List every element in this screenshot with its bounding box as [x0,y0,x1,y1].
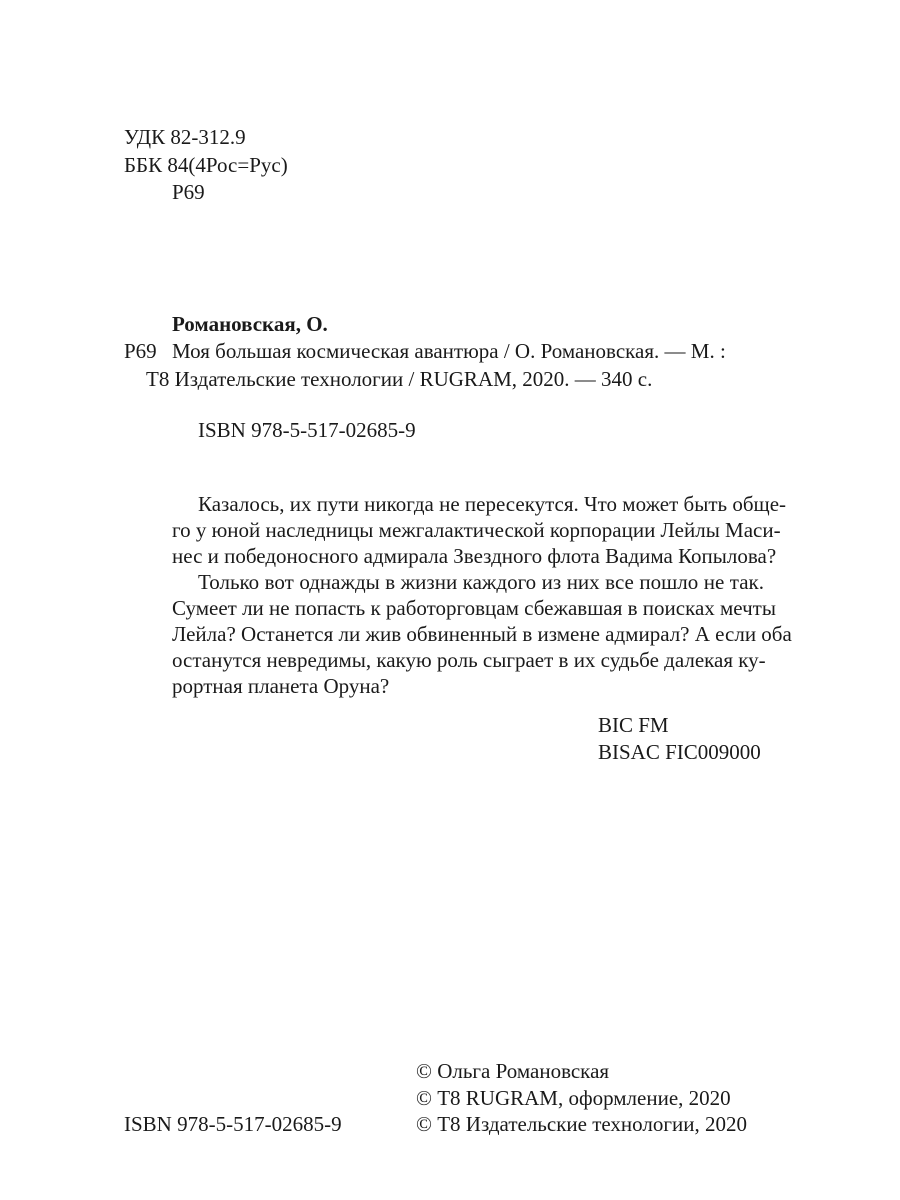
bic-code: BIC FM [598,713,669,737]
catalog-title-line-1: Моя большая космическая авантюра / О. Романовская. — М. : [172,339,726,363]
catalog-isbn: ISBN 978-5-517-02685-9 [198,418,416,442]
annotation-line: Только вот однажды в жизни каждого из них все пошло не так. [198,570,764,594]
annotation-line: останутся невредимы, какую роль сыграет в их судьбе далекая ку- [172,648,766,672]
author-mark: Р69 [172,180,205,204]
annotation-line: Лейла? Останется ли жив обвиненный в измене адмирал? А если оба [172,622,792,646]
footer-isbn: ISBN 978-5-517-02685-9 [124,1112,342,1136]
catalog-title-line-2: Т8 Издательские технологии / RUGRAM, 2020. — 340 с. [146,367,653,391]
udk-code: УДК 82-312.9 [124,125,246,149]
annotation-line: Казалось, их пути никогда не пересекутся. Что может быть обще- [198,492,787,516]
annotation-line: рортная планета Оруна? [172,674,390,698]
author-heading: Романовская, О. [172,312,328,336]
copyright-publisher: © Т8 Издательские технологии, 2020 [416,1112,747,1136]
catalog-author-mark: Р69 [124,339,157,363]
bbk-code: ББК 84(4Рос=Рус) [124,153,288,177]
annotation-line: Сумеет ли не попасть к работорговцам сбежавшая в поисках мечты [172,596,776,620]
bisac-code: BISAC FIC009000 [598,740,761,764]
copyright-design: © Т8 RUGRAM, оформление, 2020 [416,1086,731,1110]
annotation-line: го у юной наследницы межгалактической корпорации Лейлы Маси- [172,518,781,542]
annotation-line: нес и победоносного адмирала Звездного флота Вадима Копылова? [172,544,777,568]
copyright-author: © Ольга Романовская [416,1059,610,1083]
